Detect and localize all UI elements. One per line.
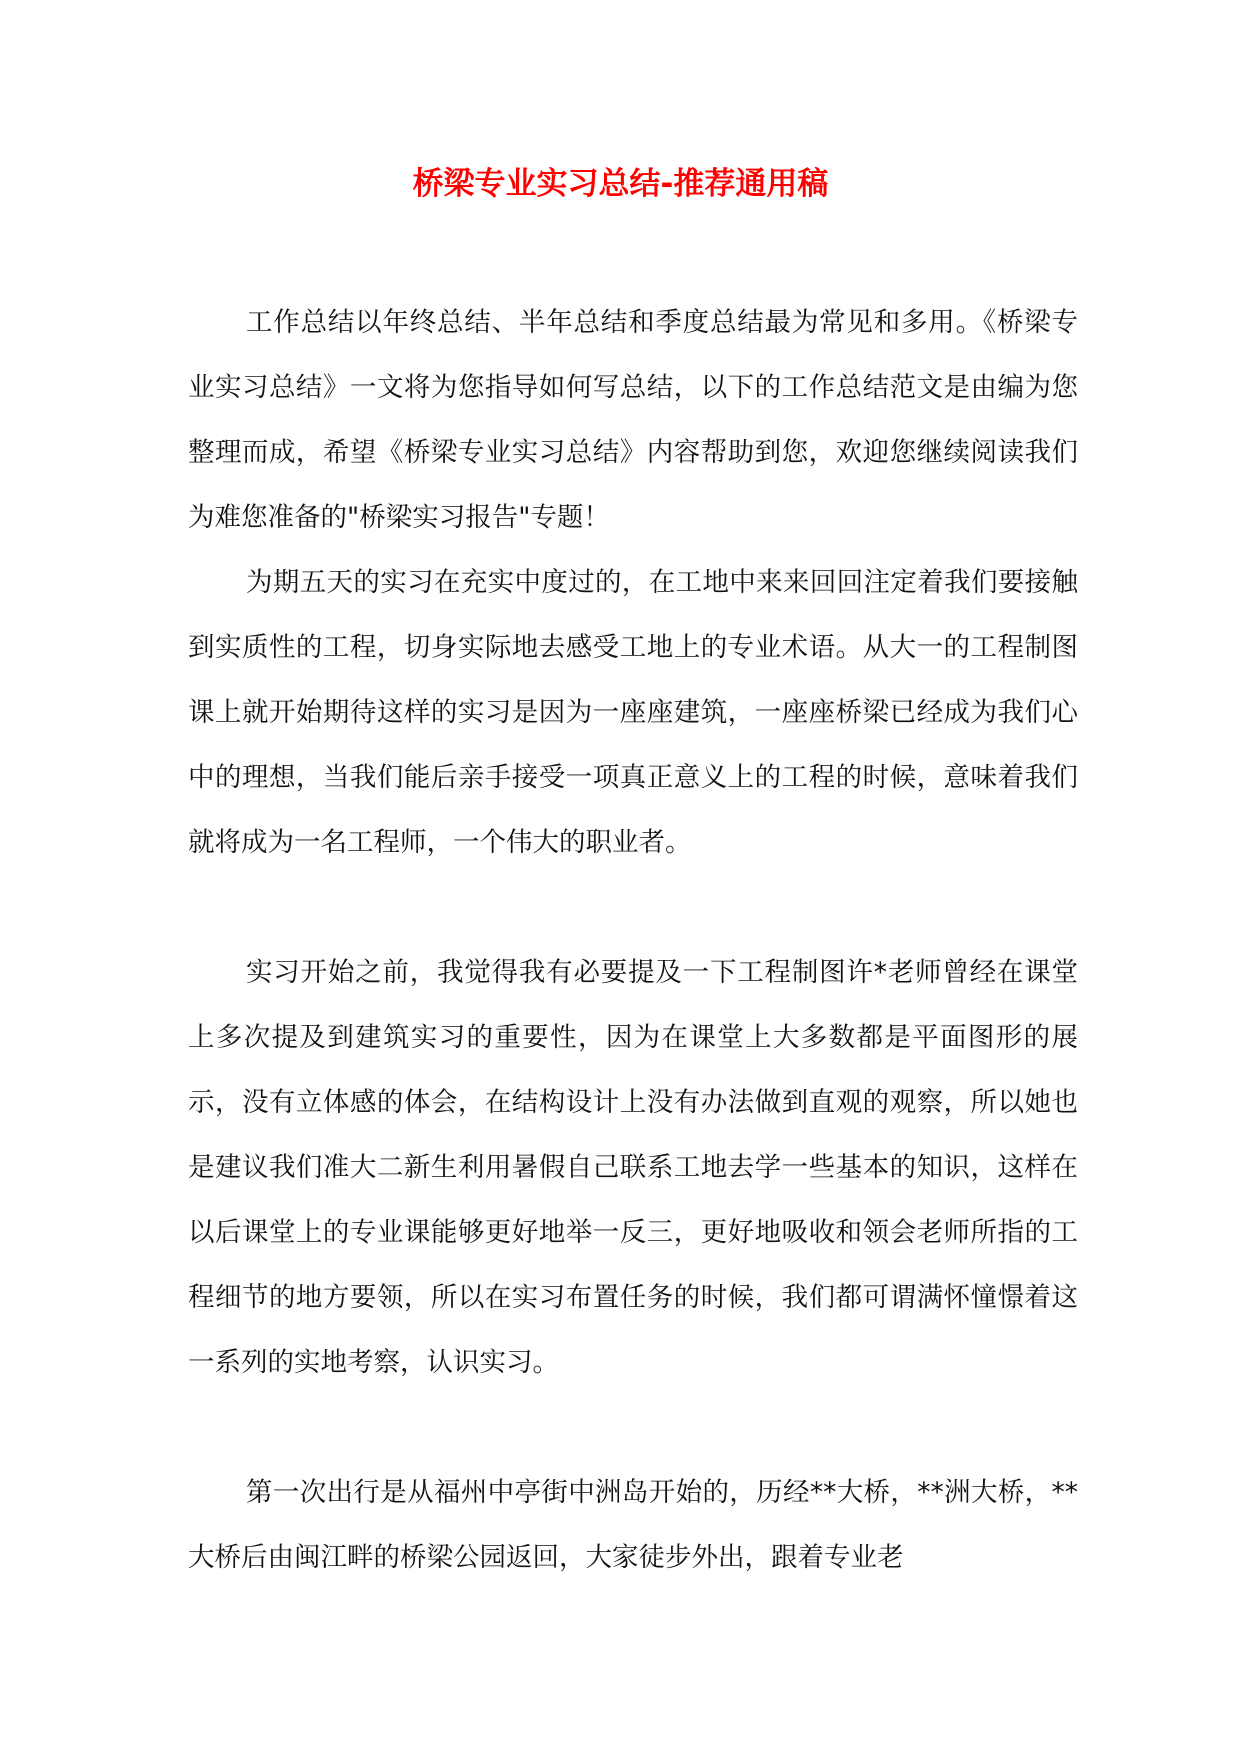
- page-title: 桥梁专业实习总结-推荐通用稿: [412, 166, 829, 202]
- document-body: [188, 290, 1078, 1590]
- paragraph-spacer: [188, 875, 1078, 940]
- paragraph-internship-overview: 为期五天的实习在充实中度过的，在工地中来来回回注定着我们要接触到实质性的工程，切身实际地去感受工地上的专业术语。从大一的工程制图课上就开始期待这样的实习是因为一座座建筑，一座座桥梁已经成为我们心中的理想，当我们能后亲手接受一项真正意义上的工程的时候，意味着我们就将成为一名工程师，一个伟大的职业者。: [188, 567, 1078, 858]
- paragraph-before-internship: 实习开始之前，我觉得我有必要提及一下工程制图许*老师曾经在课堂上多次提及到建筑实习的重要性，因为在课堂上大多数都是平面图形的展示，没有立体感的体会，在结构设计上没有办法做到直观的观察，所以她也是建议我们准大二新生利用暑假自己联系工地去学一些基本的知识，这样在以后课堂上的专业课能够更好地举一反三，更好地吸收和领会老师所指的工程细节的地方要领，所以在实习布置任务的时候，我们都可谓满怀憧憬着这一系列的实地考察，认识实习。: [188, 957, 1078, 1378]
- paragraph-spacer: [188, 1395, 1078, 1460]
- paragraph-intro: 工作总结以年终总结、半年总结和季度总结最为常见和多用。《桥梁专业实习总结》一文将为您指导如何写总结，以下的工作总结范文是由编为您整理而成，希望《桥梁专业实习总结》内容帮助到您，欢迎您继续阅读我们为难您准备的"桥梁实习报告"专题！: [188, 307, 1078, 533]
- paragraph-first-trip: 第一次出行是从福州中亭街中洲岛开始的，历经**大桥，**洲大桥，**大桥后由闽江畔的桥梁公园返回，大家徒步外出，跟着专业老: [188, 1477, 1078, 1573]
